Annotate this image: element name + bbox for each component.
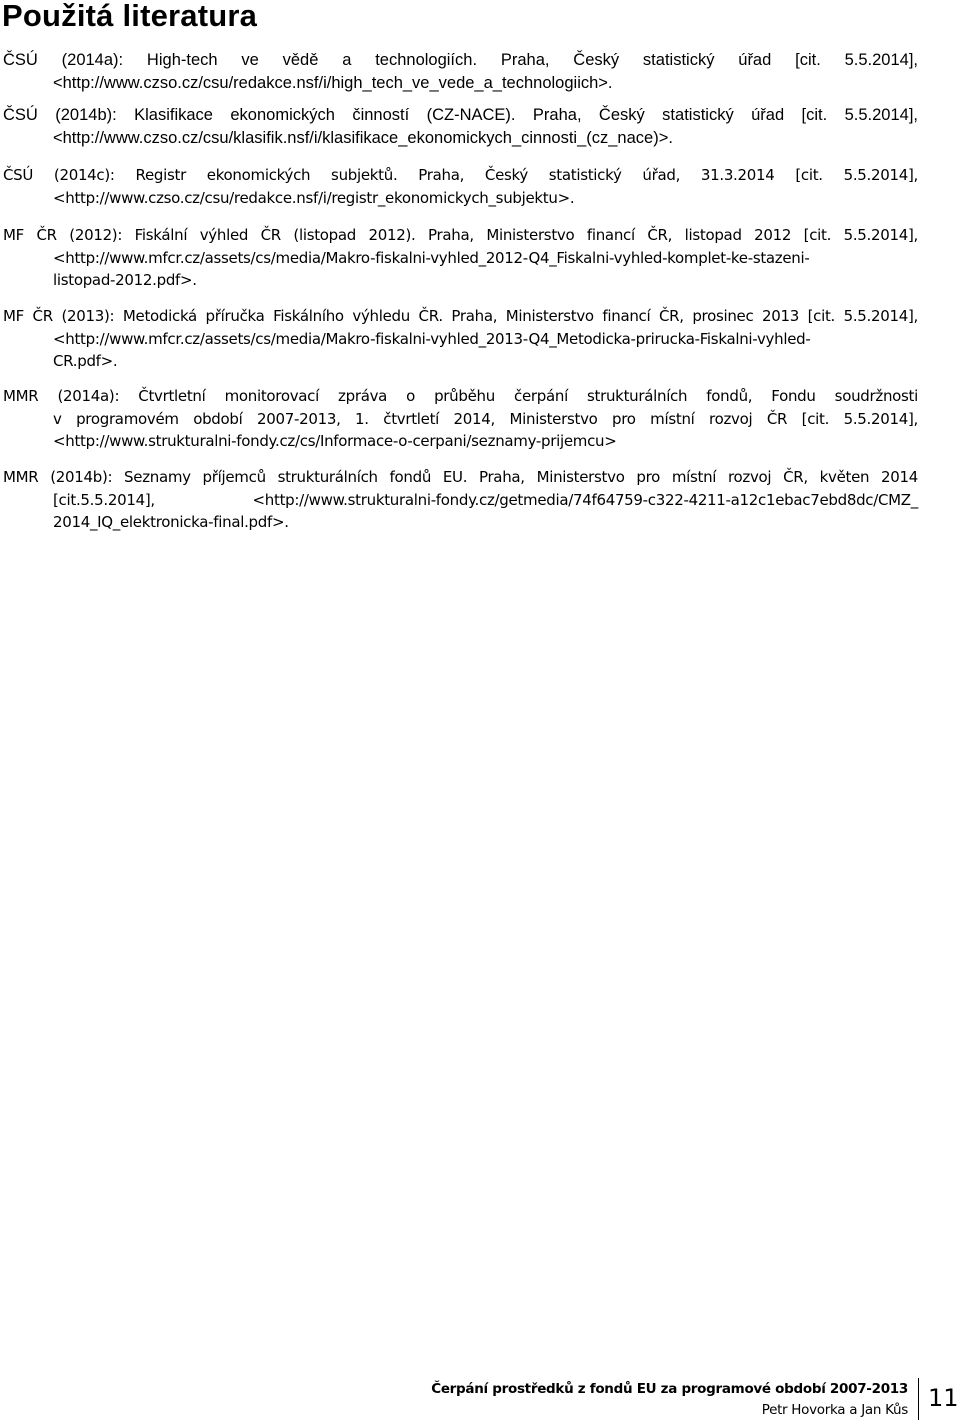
reference-line: v programovém období 2007-2013, 1. čtvrtletí 2014, Ministerstvo pro místní rozvoj ČR [cit. 5.5.2014], [53,409,918,428]
footer-title: Čerpání prostředků z fondů EU za programové období 2007-2013 [431,1381,908,1397]
reference-mmr-2014b [3,466,918,534]
reference-link: <http://www.strukturalni-fondy.cz/cs/Informace-o-cerpani/seznamy-prijemcu> [53,432,617,450]
reference-link: 2014_IQ_elektronicka-final.pdf>. [53,513,289,531]
reference-mf-2013 [3,305,918,373]
reference-link: <http://www.czso.cz/csu/redakce.nsf/i/registr_ekonomickych_subjektu>. [53,188,575,207]
reference-line: ČSÚ (2014c): Registr ekonomických subjektů. Praha, Český statistický úřad, 31.3.2014 [cit. 5.5.2014], [3,166,918,184]
reference-link: <http://www.mfcr.cz/assets/cs/media/Makro-fiskalni-vyhled_2012-Q4_Fiskalni-vyhled-komplet-ke-stazeni- [53,248,810,267]
footer-divider [918,1378,919,1420]
reference-line: ČSÚ (2014a): High-tech ve vědě a technologiích. Praha, Český statistický úřad [cit. 5.5.2014], [3,51,918,69]
reference-link: CR.pdf>. [53,352,118,370]
reference-line: ČSÚ (2014b): Klasifikace ekonomických činností (CZ-NACE). Praha, Český statistický úřad [cit. 5.5.2014], [3,106,918,124]
reference-line: MMR (2014b): Seznamy příjemců strukturálních fondů EU. Praha, Ministerstvo pro místní rozvoj ČR, květen 2014 [3,468,918,486]
footer-authors: Petr Hovorka a Jan Kůs [761,1402,908,1418]
reference-link: <http://www.mfcr.cz/assets/cs/media/Makro-fiskalni-vyhled_2013-Q4_Metodicka-prirucka-Fiskalni-vyhled- [53,329,811,348]
reference-link: [cit.5.5.2014], <http://www.strukturalni-fondy.cz/getmedia/74f64759-c322-4211-a12c1ebac7ebd8dc/CMZ_ [53,490,918,509]
reference-line: MF ČR (2012): Fiskální výhled ČR (listopad 2012). Praha, Ministerstvo financí ČR, listopad 2012 [cit. 5.5.2014], [3,226,918,244]
reference-link: <http://www.czso.cz/csu/klasifik.nsf/i/klasifikace_ekonomickych_cinnosti_(cz_nace)>. [53,128,673,147]
page-title: Použitá literatura [2,0,258,33]
reference-csu-2014a [3,49,918,94]
reference-csu-2014b [3,104,918,149]
reference-mmr-2014a [3,385,918,453]
reference-line: MF ČR (2013): Metodická příručka Fiskálního výhledu ČR. Praha, Ministerstvo financí ČR, prosinec 2013 [cit. 5.5.2014], [3,307,918,325]
reference-link: listopad-2012.pdf>. [53,271,197,289]
reference-line: MMR (2014a): Čtvrtletní monitorovací zpráva o průběhu čerpání strukturálních fondů, Fondu soudržnosti [3,387,918,405]
reference-link: <http://www.czso.cz/csu/redakce.nsf/i/high_tech_ve_vede_a_technologiich>. [53,73,613,92]
reference-mf-2012 [3,224,918,292]
reference-csu-2014c [3,164,918,209]
page-number: 11 [928,1384,959,1412]
